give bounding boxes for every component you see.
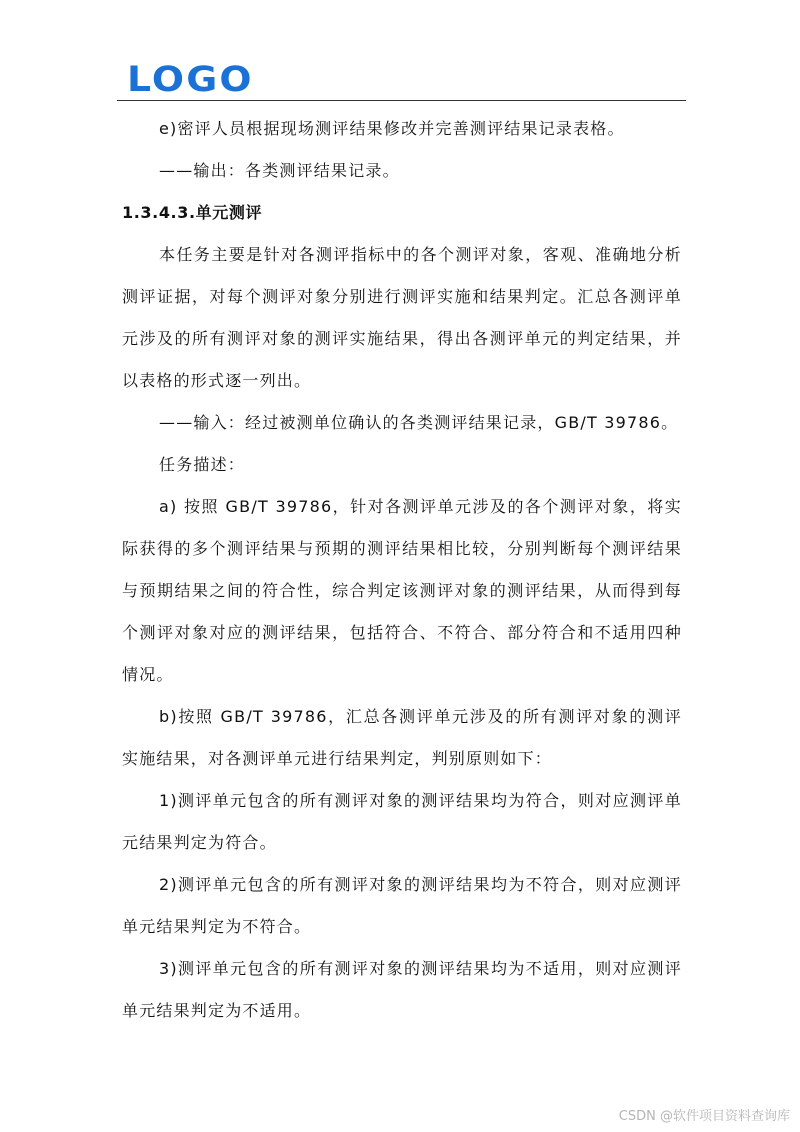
paragraph-task-intro: 本任务主要是针对各测评指标中的各个测评对象，客观、准确地分析测评证据，对每个测评对象分别进行测评实施和结果判定。汇总各测评单元涉及的所有测评对象的测评实施结果，得出各测评单元的判定结果，并以表格的形式逐一列出。 [122,245,682,390]
paragraph-rule-2: 2)测评单元包含的所有测评对象的测评结果均为不符合，则对应测评单元结果判定为不符合。 [122,875,682,936]
watermark: CSDN @软件项目资料查询库 [618,1109,790,1124]
paragraph-task-description-label: 任务描述： [159,455,246,474]
paragraph-item-b: b)按照 GB/T 39786，汇总各测评单元涉及的所有测评对象的测评实施结果，对各测评单元进行结果判定，判别原则如下： [122,707,682,768]
section-heading: 1.3.4.3.单元测评 [122,203,263,222]
paragraph-rule-3: 3)测评单元包含的所有测评对象的测评结果均为不适用，则对应测评单元结果判定为不适用。 [122,959,682,1020]
header-divider [117,100,686,101]
document-body [122,108,682,1032]
paragraph-input: ——输入：经过被测单位确认的各类测评结果记录，GB/T 39786。 [159,413,679,432]
logo: LOGO [127,60,254,100]
paragraph-e-item: e)密评人员根据现场测评结果修改并完善测评结果记录表格。 [159,119,625,138]
paragraph-item-a: a) 按照 GB/T 39786，针对各测评单元涉及的各个测评对象，将实际获得的多个测评结果与预期的测评结果相比较，分别判断每个测评结果与预期结果之间的符合性，综合判定该测评对象的测评结果，从而得到每个测评对象对应的测评结果，包括符合、不符合、部分符合和不适用四种情况。 [122,497,682,684]
paragraph-output: ——输出：各类测评结果记录。 [159,161,400,180]
paragraph-rule-1: 1)测评单元包含的所有测评对象的测评结果均为符合，则对应测评单元结果判定为符合。 [122,791,682,852]
